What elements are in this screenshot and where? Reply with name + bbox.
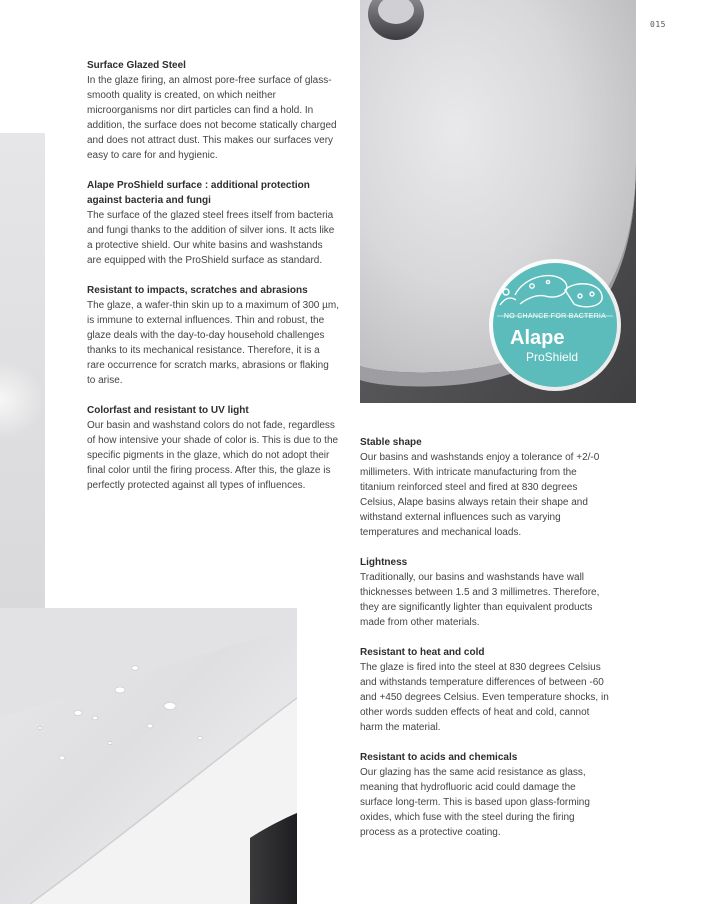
section-colorfast <box>87 403 339 493</box>
section-body: The glaze is fired into the steel at 830 degrees Celsius and withstands temperature differences of between -60 and +450 degrees Celsius. Even temperature shocks, in other words sudden effects of heat and cold, cannot harm the material. <box>360 662 609 733</box>
badge-circle <box>493 263 617 387</box>
section-heading: Lightness <box>360 557 408 568</box>
right-text-column <box>360 435 610 855</box>
section-body: Traditionally, our basins and washstands have wall thicknesses between 1.5 and 3 millimetres. Therefore, they are significantly lighter than equivalent products made from other materials. <box>360 572 600 628</box>
page-number: 015 <box>650 20 666 29</box>
basin-photo <box>360 0 636 403</box>
left-text-column <box>87 58 339 508</box>
section-heading: Colorfast and resistant to UV light <box>87 405 249 416</box>
badge-brand: Alape <box>510 327 565 349</box>
section-body: Our basins and washstands enjoy a tolerance of +2/-0 millimeters. With intricate manufacturing from the titanium reinforced steel and fired at 830 degrees Celsius, Alape basins always retain their shape and withstand external influences such as varying temperatures and mechanical loads. <box>360 452 600 538</box>
section-heading: Resistant to impacts, scratches and abrasions <box>87 285 308 296</box>
section-heading: Resistant to heat and cold <box>360 647 485 658</box>
glazed-surface-photo <box>0 608 297 904</box>
side-band-highlight <box>0 360 45 440</box>
section-body: The glaze, a wafer-thin skin up to a maximum of 300 µm, is immune to external influences. Thin and robust, the glaze deals with the day-to-day household challenges thanks to its mechanical resistance. Therefore, it is a rare occurrence for scratch marks, abrasions or flaking to arise. <box>87 300 339 386</box>
section-heading: Alape ProShield surface : additional protection against bacteria and fungi <box>87 180 310 206</box>
badge-tagline: NO CHANCE FOR BACTERIA <box>503 313 607 320</box>
section-acids-chemicals <box>360 750 610 840</box>
section-stable-shape <box>360 435 610 540</box>
section-impact-resistance <box>87 283 339 388</box>
section-heat-cold <box>360 645 610 735</box>
badge-product: ProShield <box>526 350 579 364</box>
section-heading: Stable shape <box>360 437 422 448</box>
section-lightness <box>360 555 610 630</box>
section-body: The surface of the glazed steel frees itself from bacteria and fungi thanks to the addition of silver ions. It acts like a protective shield. Our white basins and washstands are equipped with the ProShield surface as standard. <box>87 210 335 266</box>
section-heading: Resistant to acids and chemicals <box>360 752 518 763</box>
section-body: Our glazing has the same acid resistance as glass, meaning that hydrofluoric acid could damage the surface long-term. This is based upon glass-forming oxides, which fuse with the steel during the firing process as a protective coating. <box>360 767 590 838</box>
section-heading: Surface Glazed Steel <box>87 60 186 71</box>
section-body: Our basin and washstand colors do not fade, regardless of how intensive your shade of color is. This is due to the specific pigments in the glaze, which do not adopt their final color until the firing process. After this, the glaze is perfectly protected against all types of influences. <box>87 420 339 491</box>
section-body: In the glaze firing, an almost pore-free surface of glass-smooth quality is created, on which neither microorganisms nor dirt particles can find a hold. In addition, the surface does not become statically charged and does not attract dust. This makes our surfaces very easy to care for and hygienic. <box>87 75 337 161</box>
proshield-badge <box>489 259 621 391</box>
section-surface-glazed-steel <box>87 58 339 163</box>
section-proshield <box>87 178 339 268</box>
